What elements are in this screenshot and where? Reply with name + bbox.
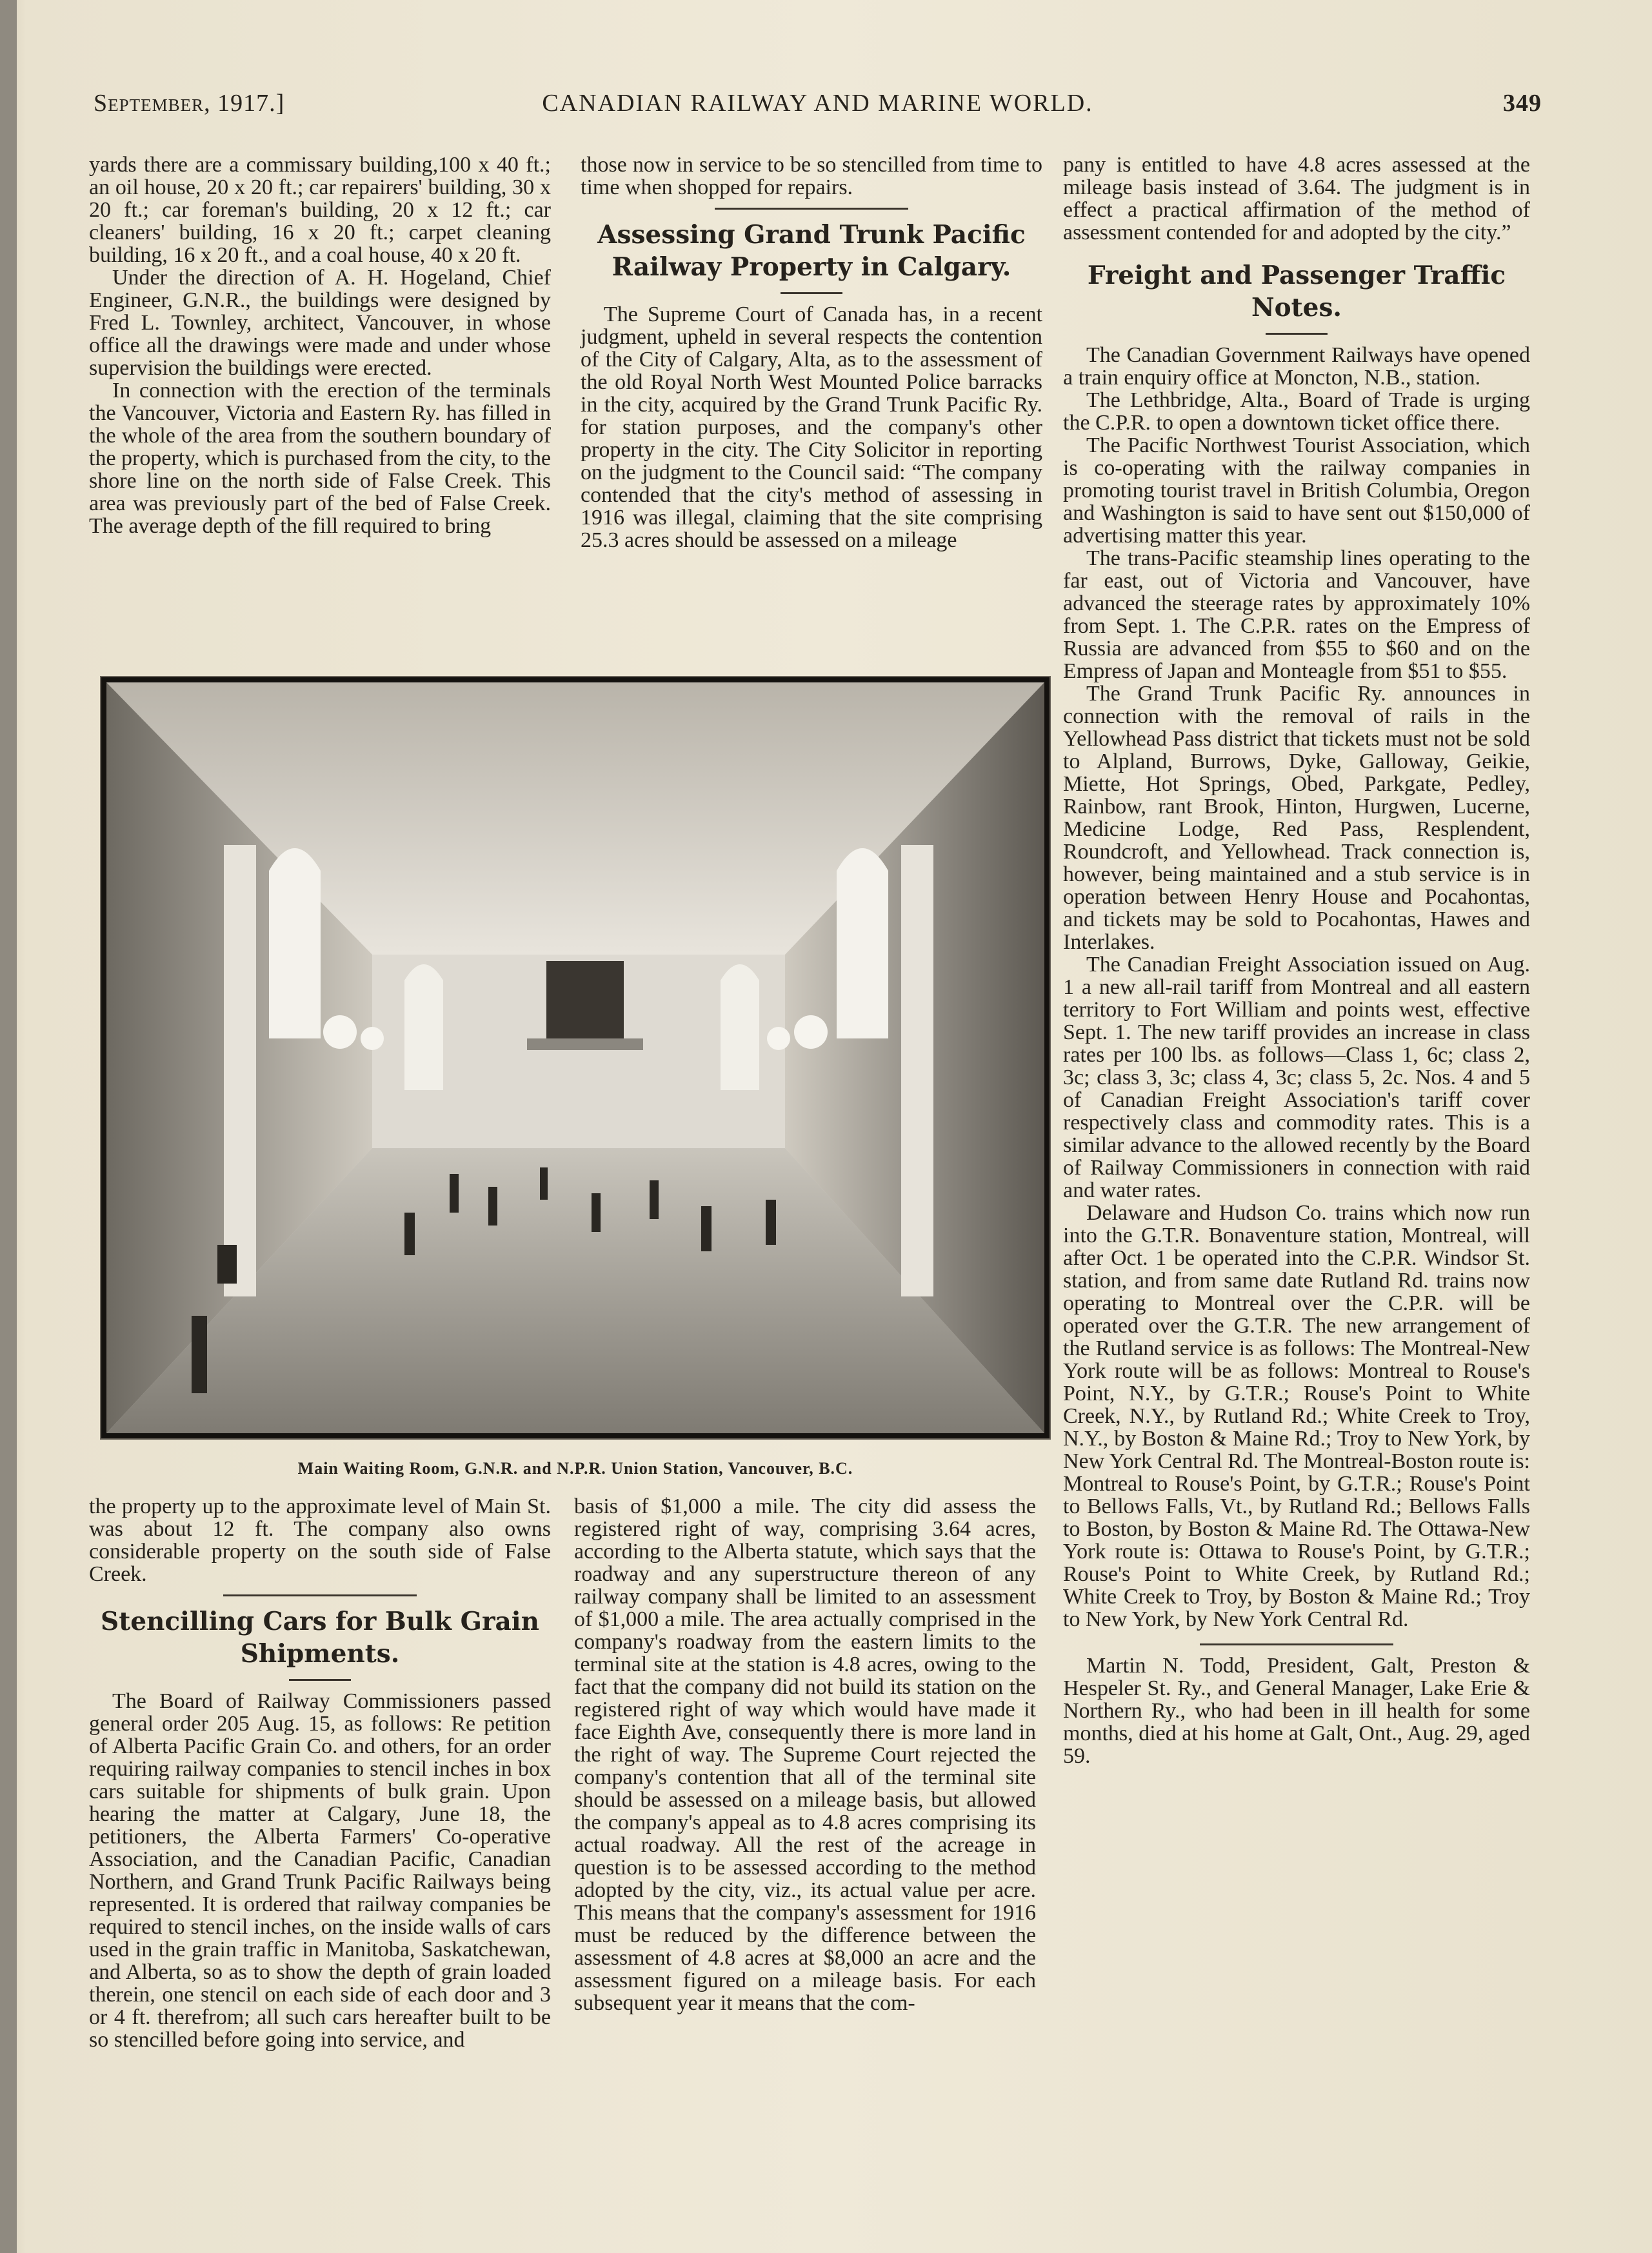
headline-rule xyxy=(781,292,842,294)
section-divider xyxy=(223,1594,417,1596)
header-publication-title: CANADIAN RAILWAY AND MARINE WORLD. xyxy=(542,90,1093,117)
paragraph: The trans-Pacific steamship lines operating to the far east, out of Victoria and Vancouver, have advanced the steerage rates by approximately 10% from Sept. 1. The C.P.R. rates on the Empress of Russia are advanced from $55 to $60 and on the Empress of Japan and Monteagle from $51 to $55. xyxy=(1063,546,1530,683)
article-headline: Freight and Passenger Traffic Notes. xyxy=(1087,261,1506,323)
paragraph: The Board of Railway Commissioners passed general order 205 Aug. 15, as follows: Re petition of Alberta Pacific Grain Co. and others, for an order requiring railway companies to stencil inches in box cars suitable for shipments of bulk grain. Upon hearing the matter at Calgary, June 18, the petitioners, the Alberta Farmers' Co-operative Association, and the Canadian Pacific, Canadian Northern, and Grand Trunk Pacific Railways being represented. It is ordered that railway companies be required to stencil inches, on the inside walls of cars used in the grain traffic in Manitoba, Saskatchewan, and Alberta, so as to show the depth of grain loaded therein, one stencil on each side of each door and 3 or 4 ft. therefrom; all such cars hereafter built to be so stencilled before going into service, and xyxy=(89,1689,551,2052)
paragraph: Under the direction of A. H. Hogeland, Chief Engineer, G.N.R., the buildings were designed by Fred L. Townley, architect, Vancouver, in whose office all the drawings were made and under whose supervision the buildings were erected. xyxy=(89,266,551,380)
column-1-top xyxy=(89,154,551,537)
paragraph: The Canadian Government Railways have opened a train enquiry office at Moncton, N.B., station. xyxy=(1063,343,1530,390)
headline-rule xyxy=(1266,333,1328,335)
section-divider xyxy=(715,208,908,210)
column-2-bottom xyxy=(574,1495,1036,2014)
column-2-top xyxy=(581,154,1042,551)
column-1-bottom xyxy=(89,1495,551,2051)
page-header xyxy=(94,89,1542,128)
paragraph: In connection with the erection of the terminals the Vancouver, Victoria and Eastern Ry. has filled in the whole of the area from the southern boundary of the property, which is purchased from the city, to the shore line on the north side of False Creek. This area was previously part of the bed of False Creek. The average depth of the fill required to bring xyxy=(89,379,551,538)
article-headline: Assessing Grand Trunk Pacific Railway Property in Calgary. xyxy=(597,220,1026,282)
paragraph: The Supreme Court of Canada has, in a recent judgment, upheld in several respects the contention of the City of Calgary, Alta, as to the assessment of the old Royal North West Mounted Police barracks in the city, acquired by the Grand Trunk Pacific Ry. for station purposes, and the company's other property in the city. The City Solicitor in reporting on the judgment to the Council said: “The company contended that the city's method of assessing in 1916 was illegal, claiming that the site comprising 25.3 acres should be assessed on a mileage xyxy=(581,303,1042,552)
waiting-room-photo xyxy=(101,677,1050,1438)
paragraph: The Grand Trunk Pacific Ry. announces in connection with the removal of rails in the Yellowhead Pass district that tickets must not be sold to Alpland, Burrows, Dyke, Galloway, Geikie, Miette, Hot Springs, Obed, Parkgate, Pedley, Rainbow, rant Brook, Hinton, Hurgwen, Lucerne, Medicine Lodge, Red Pass, Resplendent, Roundcroft, and Yellowhead. Track connection is, however, being maintained and a stub service is in operation between Henry House and Pocahontas, and tickets may be sold to Pocahontas, Hawes and Interlakes. xyxy=(1063,682,1530,954)
headline-rule xyxy=(289,1679,351,1681)
article-headline: Stencilling Cars for Bulk Grain Shipments. xyxy=(101,1607,539,1669)
photo-caption: Main Waiting Room, G.N.R. and N.P.R. Union Station, Vancouver, B.C. xyxy=(297,1459,853,1478)
waiting-room-photo-image xyxy=(101,677,1050,1438)
column-3 xyxy=(1063,154,1530,1767)
paragraph: those now in service to be so stencilled from time to time when shopped for repairs. xyxy=(581,153,1042,199)
paragraph: basis of $1,000 a mile. The city did assess the registered right of way, comprising 3.64 acres, according to the Alberta statute, which says that the roadway and any superstructure thereon of any railway company shall be limited to an assessment of $1,000 a mile. The area actually comprised in the company's roadway from the eastern limits to the terminal site at the station is 4.8 acres, owing to the fact that the company did not build its station on the registered right of way which would have made it face Eighth Ave, consequently there is more land in the right of way. The Supreme Court rejected the company's contention that all of the terminal site should be assessed on a mileage basis, but allowed the company's appeal as to 4.8 acres comprising its actual roadway. All the rest of the acreage in question is to be assessed according to the method adopted by the city, viz., its actual value per acre. This means that the company's assessment for 1916 must be reduced by the difference between the assessment of 4.8 acres at $8,000 an acre and the assessment figured on a mileage basis. For each subsequent year it means that the com- xyxy=(574,1494,1036,2015)
header-date: September, 1917.] xyxy=(94,90,285,117)
section-divider xyxy=(1200,1643,1393,1645)
paragraph: the property up to the approximate level of Main St. was about 12 ft. The company also owns considerable property on the south side of False Creek. xyxy=(89,1494,551,1586)
page-number: 349 xyxy=(1503,90,1542,117)
paragraph: Martin N. Todd, President, Galt, Preston & Hespeler St. Ry., and General Manager, Lake Erie & Northern Ry., who had been in ill health for some months, died at his home at Galt, Ont., Aug. 29, aged 59. xyxy=(1063,1654,1530,1768)
paragraph: yards there are a commissary building,100 x 40 ft.; an oil house, 20 x 20 ft.; car repairers' building, 30 x 20 ft.; car foreman's building, 20 x 12 ft.; car cleaners' building, 16 x 20 ft.; carpet cleaning building, 16 x 20 ft., and a coal house, 40 x 20 ft. xyxy=(89,153,551,267)
binding-gutter xyxy=(0,0,17,2253)
paragraph: The Lethbridge, Alta., Board of Trade is urging the C.P.R. to open a downtown ticket office there. xyxy=(1063,388,1530,435)
paragraph: The Pacific Northwest Tourist Association, which is co-operating with the railway companies in promoting tourist travel in British Columbia, Oregon and Washington is said to have sent out $150,000 of advertising matter this year. xyxy=(1063,433,1530,548)
paragraph: pany is entitled to have 4.8 acres assessed at the mileage basis instead of 3.64. The judgment is in effect a practical affirmation of the method of assessment contended for and adopted by the city.” xyxy=(1063,153,1530,244)
paragraph: The Canadian Freight Association issued on Aug. 1 a new all-rail tariff from Montreal and all eastern territory to Fort William and points west, effective Sept. 1. The new tariff provides an increase in class rates per 100 lbs. as follows—Class 1, 6c; class 2, 3c; class 3, 3c; class 4, 3c; class 5, 2c. Nos. 4 and 5 of Canadian Freight Association's tariff cover respectively class and commodity rates. This is a similar advance to the allowed recently by the Board of Railway Commissioners in connection with raid and water rates. xyxy=(1063,953,1530,1202)
paragraph: Delaware and Hudson Co. trains which now run into the G.T.R. Bonaventure station, Montreal, will after Oct. 1 be operated into the C.P.R. Windsor St. station, and from same date Rutland Rd. trains now operating to Montreal over the C.P.R. will be operated over the G.T.R. The new arrangement of the Rutland service is as follows: The Montreal-New York route will be as follows: Montreal to Rouse's Point, N.Y., by G.T.R.; Rouse's Point to White Creek, N.Y., by Rutland Rd.; White Creek to Troy, N.Y., by Boston & Maine Rd.; Troy to New York, by New York Central Rd. The Montreal-Boston route is: Montreal to Rouse's Point, by G.T.R.; Rouse's Point to Bellows Falls, Vt., by Rutland Rd.; Bellows Falls to Boston, by Boston & Maine Rd. The Ottawa-New York route is: Ottawa to Rouse's Point, by G.T.R.; Rouse's Point to White Creek, by Rutland Rd.; White Creek to Troy, by Boston & Maine Rd.; Troy to New York, by New York Central Rd. xyxy=(1063,1201,1530,1631)
